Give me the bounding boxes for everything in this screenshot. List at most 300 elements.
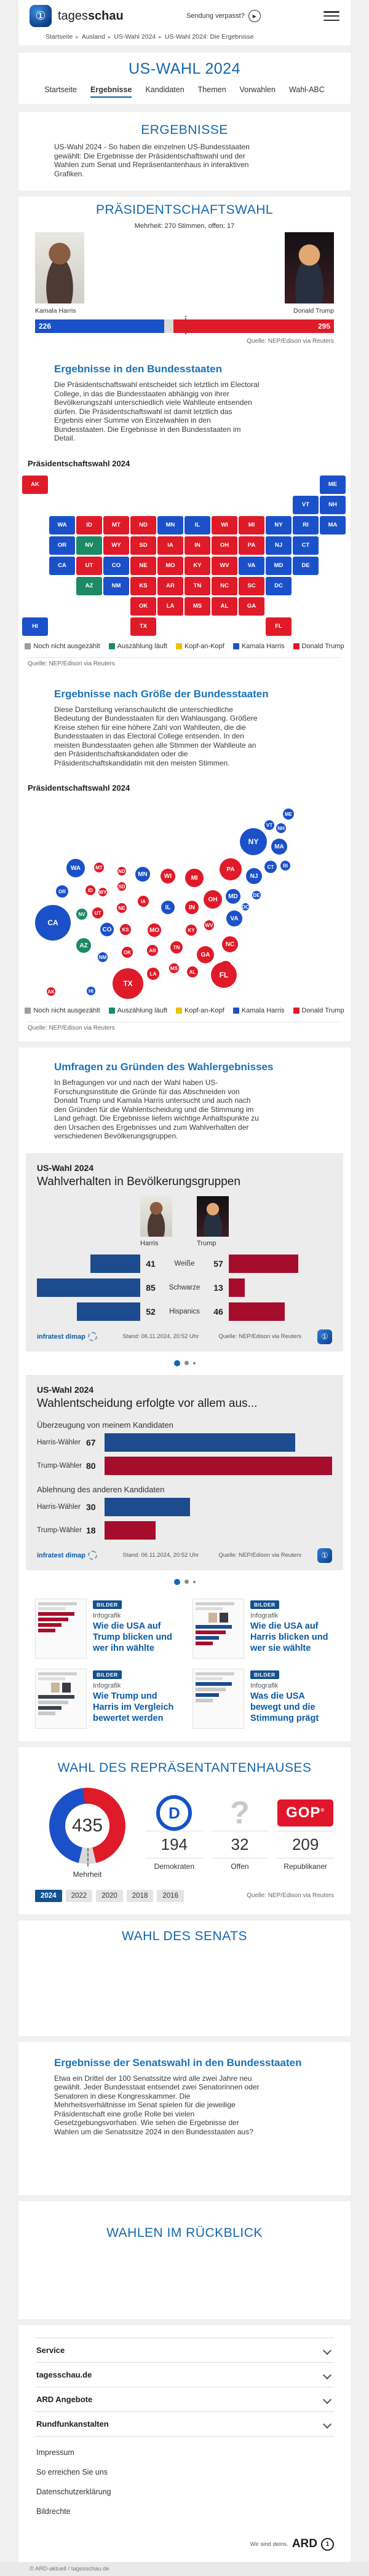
state-tile-CT[interactable]: CT xyxy=(293,536,319,555)
state-bubble-IA[interactable]: IA xyxy=(138,896,149,907)
size-heading: Ergebnisse nach Größe der Bundesstaaten xyxy=(54,687,269,700)
senate-section xyxy=(18,1920,351,2036)
footer-links xyxy=(35,2443,334,2521)
state-bubble-OR[interactable]: OR xyxy=(56,885,68,898)
harris-bar xyxy=(77,1302,140,1321)
state-bubble-WI[interactable]: WI xyxy=(161,869,175,883)
trump-bar xyxy=(229,1255,298,1273)
state-bubble-TX[interactable]: TX xyxy=(113,968,143,999)
tab-themen[interactable]: Themen xyxy=(197,85,226,94)
breadcrumb xyxy=(46,33,339,41)
party-seat-count: 194 xyxy=(146,1831,203,1858)
state-tile-NE[interactable]: NE xyxy=(130,557,156,575)
teaser-card[interactable] xyxy=(192,1599,334,1659)
harris-photo xyxy=(35,232,84,303)
chart2-title: Wahlentscheidung erfolgte vor allem aus... xyxy=(37,1396,258,1410)
carousel-dot[interactable] xyxy=(184,1580,189,1584)
row-label: Trump-Wähler xyxy=(37,1526,82,1534)
trump-bar xyxy=(229,1302,285,1321)
retrospect-section xyxy=(18,2201,351,2319)
state-bubble-SD[interactable]: SD xyxy=(117,882,126,891)
state-tile-DC[interactable]: DC xyxy=(266,577,292,595)
section-title-repraesentantenhaus: WAHL DES REPRÄSENTANTENHAUSES xyxy=(57,1760,312,1775)
party-column-demokraten xyxy=(146,1795,203,1871)
chart1-kicker: US-Wahl 2024 xyxy=(37,1162,94,1173)
election-hub xyxy=(18,53,351,104)
state-tile-TX[interactable]: TX xyxy=(130,617,156,636)
state-bubble-MA[interactable]: MA xyxy=(271,839,287,855)
state-bubble-PA[interactable]: PA xyxy=(220,858,242,880)
state-tile-NY[interactable]: NY xyxy=(266,516,292,534)
state-bubble-WA[interactable]: WA xyxy=(66,859,85,877)
party-label: Demokraten xyxy=(154,1862,195,1871)
state-tile-LA[interactable]: LA xyxy=(157,597,183,616)
infografik-teaser-grid xyxy=(35,1599,334,1729)
state-bubble-NV[interactable]: NV xyxy=(76,909,87,920)
house-seats-donut xyxy=(49,1788,125,1864)
tab-wahl-abc[interactable]: Wahl-ABC xyxy=(288,85,325,94)
footer-link-impressum[interactable]: Impressum xyxy=(36,2448,74,2457)
bilder-badge: BILDER xyxy=(93,1600,122,1609)
chart2-kicker: US-Wahl 2024 xyxy=(37,1384,94,1395)
trump-value: 46 xyxy=(213,1306,223,1317)
state-tile-KY[interactable]: KY xyxy=(184,557,210,575)
row-value: 18 xyxy=(86,1525,96,1535)
footer-accordion-ardangebote[interactable]: ARD Angebote xyxy=(35,2387,334,2411)
trump-seats-bar: 295 xyxy=(173,319,334,333)
state-bubble-OK[interactable]: OK xyxy=(122,947,133,958)
us-bubble-cartogram[interactable] xyxy=(18,796,351,1002)
map-legend xyxy=(18,1007,351,1014)
row-label: Harris-Wähler xyxy=(37,1438,81,1446)
legend-swatch xyxy=(25,1008,31,1014)
section-title-praesidentschaftswahl: PRÄSIDENTSCHAFTSWAHL xyxy=(95,203,274,217)
state-tile-CO[interactable]: CO xyxy=(103,557,129,575)
page-title: US-WAHL 2024 xyxy=(129,60,240,77)
breadcrumb-item[interactable]: Ausland xyxy=(81,33,105,41)
teaser-title[interactable]: Wie die USA auf Harris blicken und wer sie wählte xyxy=(250,1621,328,1653)
state-bubble-NY[interactable]: NY xyxy=(240,828,267,855)
intro-text: US-Wahl 2024 - So haben die einzelnen US-Bundesstaaten gewählt: Die Ergebnisse der Präsidentschaftswahl und der Wahlen zum Senat und Repräsentantenhaus in interaktiven Grafiken. xyxy=(54,143,250,178)
year-chip-2024[interactable]: 2024 xyxy=(35,1890,62,1902)
state-bubble-KY[interactable]: KY xyxy=(186,925,197,936)
demographics-chart-panel xyxy=(26,1153,343,1352)
infratest-dimap-logo: infratest dimap xyxy=(37,1332,97,1341)
bilder-badge: BILDER xyxy=(93,1670,122,1679)
state-bubble-WY[interactable]: WY xyxy=(98,888,107,896)
teaser-card[interactable] xyxy=(35,1669,177,1729)
trump-value: 13 xyxy=(213,1282,223,1293)
source-note: Quelle: NEP/Edison via Reuters xyxy=(247,338,334,345)
source-note: Quelle: NEP/Edison via Reuters xyxy=(28,660,115,667)
state-bubble-GA[interactable]: GA xyxy=(197,946,214,963)
tagesschau-wordmark[interactable]: tagesschau xyxy=(58,9,124,23)
motivation-chart-panel xyxy=(26,1375,343,1570)
chevron-down-icon xyxy=(323,2370,331,2379)
carousel-dot[interactable] xyxy=(193,1581,196,1583)
state-bubble-ME[interactable]: ME xyxy=(283,808,294,820)
majority-note: Mehrheit: 270 Stimmen, offen: 17 xyxy=(134,222,235,230)
state-bubble-MS[interactable]: MS xyxy=(169,963,179,973)
play-icon[interactable]: ▶ xyxy=(248,10,261,22)
state-tile-IL[interactable]: IL xyxy=(184,516,210,534)
sendung-verpasst-link[interactable]: Sendung verpasst? ▶ xyxy=(186,10,261,22)
state-tile-AL[interactable]: AL xyxy=(212,597,237,616)
state-bubble-CT[interactable]: CT xyxy=(264,861,277,873)
group-label: Weiße xyxy=(174,1259,195,1267)
legend-swatch xyxy=(176,643,182,649)
legend-item: Kopf-an-Kopf xyxy=(176,643,224,650)
infratest-ring-icon xyxy=(88,1332,97,1341)
state-bubble-MO[interactable]: MO xyxy=(148,923,161,937)
year-chip-2018[interactable]: 2018 xyxy=(127,1890,154,1902)
harris-seats-bar: 226 xyxy=(35,319,164,333)
motivation-group-label: Überzeugung von meinem Kandidaten xyxy=(37,1420,173,1430)
retrospect-placeholder xyxy=(18,2241,351,2319)
state-tile-IA[interactable]: IA xyxy=(157,536,183,555)
legend-swatch xyxy=(233,1008,239,1014)
state-tile-OH[interactable]: OH xyxy=(212,536,237,555)
state-tile-OK[interactable]: OK xyxy=(130,597,156,616)
row-value: 30 xyxy=(86,1501,96,1512)
group-label: Hispanics xyxy=(169,1307,200,1315)
state-tile-NV[interactable]: NV xyxy=(76,536,102,555)
state-tile-NC[interactable]: NC xyxy=(212,577,237,595)
breadcrumb-separator-icon: ▸ xyxy=(108,34,111,40)
legend-item: Donald Trump xyxy=(293,1007,344,1014)
trump-value: 57 xyxy=(213,1258,223,1269)
state-tile-WV[interactable]: WV xyxy=(212,557,237,575)
president-section xyxy=(18,197,351,1041)
state-bubble-IL[interactable]: IL xyxy=(161,901,175,914)
open-seats-icon: ? xyxy=(230,1795,250,1831)
state-tile-AZ[interactable]: AZ xyxy=(76,577,102,595)
state-bubble-CO[interactable]: CO xyxy=(100,923,114,936)
state-tile-WA[interactable]: WA xyxy=(49,516,75,534)
teaser-kicker: Infografik xyxy=(250,1611,279,1619)
legend-swatch xyxy=(25,643,31,649)
state-tile-MT[interactable]: MT xyxy=(103,516,129,534)
state-bubble-VT[interactable]: VT xyxy=(264,820,274,830)
state-tile-MO[interactable]: MO xyxy=(157,557,183,575)
state-bubble-NM[interactable]: NM xyxy=(98,952,108,962)
state-tile-WY[interactable]: WY xyxy=(103,536,129,555)
state-tile-UT[interactable]: UT xyxy=(76,557,102,575)
legend-swatch xyxy=(109,643,115,649)
legend-item: Noch nicht ausgezählt xyxy=(25,1007,100,1014)
state-bubble-TN[interactable]: TN xyxy=(170,941,183,953)
row-value: 67 xyxy=(86,1437,96,1447)
state-bubble-MD[interactable]: MD xyxy=(226,889,240,904)
section-title-rueckblick: WAHLEN IM RÜCKBLICK xyxy=(106,2226,263,2240)
infratest-ring-icon xyxy=(88,1551,97,1560)
party-seat-count: 32 xyxy=(212,1831,269,1858)
intro-section xyxy=(18,112,351,190)
states-text: Die Präsidentschaftswahl entscheidet sich letztlich im Electoral College, in das die Bundesstaaten abhängig von ihrer Bevölkerungszahl unterschiedlich viele Wahlleute entsenden dürfen. Die Präsidentschaftswahl ist damit letztlich das Ergebnis einer Summe von Einzelwahlen in den Bundesstaaten. Die Ergebnisse in den Bundesstaaten im Detail. xyxy=(54,380,260,442)
gop-logo-icon: GOP® xyxy=(277,1799,333,1826)
tagesschau-app-icon: ① xyxy=(317,1548,332,1563)
teaser-card[interactable] xyxy=(192,1669,334,1729)
legend-item: Donald Trump xyxy=(293,643,344,650)
donut-caption: Mehrheit xyxy=(73,1869,102,1879)
state-bubble-ND[interactable]: ND xyxy=(117,867,126,875)
state-tile-HI[interactable]: HI xyxy=(22,617,48,636)
ard-logo[interactable]: Wir sind deins. ARD 1 xyxy=(35,2537,334,2551)
state-tile-SD[interactable]: SD xyxy=(130,536,156,555)
carousel-dot[interactable] xyxy=(184,1361,189,1365)
state-tile-GA[interactable]: GA xyxy=(239,597,264,616)
state-tile-FL[interactable]: FL xyxy=(266,617,292,636)
chevron-down-icon xyxy=(323,2346,331,2354)
footer-link-soerreichensieuns[interactable]: So erreichen Sie uns xyxy=(36,2468,108,2476)
chart1-stand: Stand: 06.11.2024, 20:52 Uhr xyxy=(122,1333,199,1340)
year-selector xyxy=(35,1890,184,1902)
state-tile-DE[interactable]: DE xyxy=(293,557,319,575)
state-bubble-OH[interactable]: OH xyxy=(204,890,222,909)
year-chip-2020[interactable]: 2020 xyxy=(96,1890,123,1902)
carousel-dots xyxy=(18,1360,351,1366)
demographics-bars xyxy=(37,1255,332,1321)
state-bubble-MT[interactable]: MT xyxy=(94,863,104,872)
tagesschau-app-icon: ① xyxy=(317,1329,332,1344)
map-chart-title: Präsidentschaftswahl 2024 xyxy=(28,458,130,468)
senate-states-heading: Ergebnisse der Senatswahl in den Bundesstaaten xyxy=(54,2056,302,2069)
teaser-thumbnail xyxy=(35,1599,87,1659)
breadcrumb-separator-icon: ▸ xyxy=(159,34,162,40)
state-tile-IN[interactable]: IN xyxy=(184,536,210,555)
state-bubble-NE[interactable]: NE xyxy=(117,903,127,913)
chevron-down-icon xyxy=(323,2395,331,2403)
site-footer xyxy=(18,2325,351,2562)
chart2-stand: Stand: 06.11.2024, 20:52 Uhr xyxy=(122,1552,199,1559)
state-tile-WI[interactable]: WI xyxy=(212,516,237,534)
state-tile-OR[interactable]: OR xyxy=(49,536,75,555)
legend-swatch xyxy=(109,1008,115,1014)
legend-item: Kamala Harris xyxy=(233,643,285,650)
house-total-seats: 435 xyxy=(71,1815,103,1836)
breadcrumb-item[interactable]: Startseite xyxy=(46,33,73,41)
tab-ergebnisse[interactable]: Ergebnisse xyxy=(90,85,132,98)
year-chip-2016[interactable]: 2016 xyxy=(157,1890,184,1902)
donut-majority-marker xyxy=(87,1848,89,1866)
chart1-source: Quelle: NEP/Edison via Reuters xyxy=(218,1333,301,1340)
tab-vorwahlen[interactable]: Vorwahlen xyxy=(239,85,276,94)
senate-states-section xyxy=(18,2042,351,2196)
senate-map-placeholder xyxy=(18,2136,351,2195)
state-bubble-DC[interactable]: DC xyxy=(242,904,249,910)
year-chip-2022[interactable]: 2022 xyxy=(66,1890,93,1902)
party-column-offen xyxy=(212,1795,269,1871)
carousel-dot[interactable] xyxy=(174,1579,180,1585)
state-tile-TN[interactable]: TN xyxy=(184,577,210,595)
harris-bar xyxy=(37,1278,140,1297)
state-bubble-MI[interactable]: MI xyxy=(185,869,204,887)
teaser-thumbnail xyxy=(192,1669,244,1729)
senate-graphic-placeholder xyxy=(18,1944,351,2036)
row-bar xyxy=(105,1433,295,1452)
state-bubble-VA[interactable]: VA xyxy=(226,910,242,926)
state-bubble-NH[interactable]: NH xyxy=(276,823,286,833)
legend-item: Noch nicht ausgezählt xyxy=(25,643,100,650)
source-note: Quelle: NEP/Edison via Reuters xyxy=(247,1892,334,1899)
state-tile-MA[interactable]: MA xyxy=(320,516,346,534)
legend-item: Kamala Harris xyxy=(233,1007,285,1014)
footer-link-datenschutzerklrung[interactable]: Datenschutzerklärung xyxy=(36,2488,111,2496)
surveys-section xyxy=(18,1047,351,1741)
state-tile-MD[interactable]: MD xyxy=(266,557,292,575)
teaser-thumbnail xyxy=(35,1669,87,1729)
state-tile-ND[interactable]: ND xyxy=(130,516,156,534)
state-bubble-WV[interactable]: WV xyxy=(204,920,214,930)
footer-accordion-service[interactable]: Service xyxy=(35,2338,334,2362)
section-title-senat: WAHL DES SENATS xyxy=(122,1928,247,1943)
harris-value: 41 xyxy=(146,1258,156,1269)
motivation-group-label: Ablehnung des anderen Kandidaten xyxy=(37,1484,165,1494)
bilder-badge: BILDER xyxy=(250,1670,279,1679)
state-tile-MN[interactable]: MN xyxy=(157,516,183,534)
legend-swatch xyxy=(293,1008,300,1014)
state-bubble-HI[interactable]: HI xyxy=(87,987,95,995)
footer-link-bildrechte[interactable]: Bildrechte xyxy=(36,2507,71,2516)
row-label: Harris-Wähler xyxy=(37,1503,81,1511)
state-bubble-RI[interactable]: RI xyxy=(280,861,290,871)
row-label: Trump-Wähler xyxy=(37,1462,82,1470)
trump-thumb-photo xyxy=(197,1196,229,1237)
chevron-down-icon xyxy=(323,2419,331,2428)
state-tile-MI[interactable]: MI xyxy=(239,516,264,534)
state-bubble-AL[interactable]: AL xyxy=(187,966,198,977)
trump-name: Donald Trump xyxy=(293,307,334,315)
party-results xyxy=(146,1795,334,1871)
site-header xyxy=(18,0,351,45)
state-bubble-IN[interactable]: IN xyxy=(185,901,199,914)
chart2-source: Quelle: NEP/Edison via Reuters xyxy=(218,1552,301,1559)
state-bubble-FL[interactable]: FL xyxy=(211,962,237,988)
state-tile-AK[interactable]: AK xyxy=(22,476,48,494)
harris-value: 52 xyxy=(146,1306,156,1317)
state-tile-NJ[interactable]: NJ xyxy=(266,536,292,555)
surveys-text: In Befragungen vor und nach der Wahl haben US-Forschungsinstitute die Gründe für das Abschneiden von Donald Trump und Kamala Harris untersucht und auch nach den Gründen für die Wahlentscheidung und die Stimmung im Land gefragt. Die Ergebnisse liefern wichtige Anhaltspunkte zu den Ursachen des Ergebnisses und zum Wahlverhalten der verschiedenen Bevölkerungsgruppen. xyxy=(54,1078,259,1140)
breadcrumb-item[interactable]: US-Wahl 2024: Die Ergebnisse xyxy=(164,33,254,41)
section-title-ergebnisse: ERGEBNISSE xyxy=(141,123,228,137)
state-bubble-AK[interactable]: AK xyxy=(47,987,55,996)
state-bubble-NC[interactable]: NC xyxy=(222,936,238,952)
state-tile-CA[interactable]: CA xyxy=(49,557,75,575)
copyright-bar: © ARD-aktuell / tagesschau.de xyxy=(0,2562,369,2576)
state-tile-SC[interactable]: SC xyxy=(239,577,264,595)
state-tile-KS[interactable]: KS xyxy=(130,577,156,595)
state-bubble-LA[interactable]: LA xyxy=(147,968,159,980)
party-label: Republikaner xyxy=(284,1862,328,1871)
teaser-card[interactable] xyxy=(35,1599,177,1659)
motivation-row xyxy=(37,1457,332,1475)
state-tile-VA[interactable]: VA xyxy=(239,557,264,575)
map-legend xyxy=(18,643,351,650)
carousel-dot[interactable] xyxy=(193,1362,196,1364)
legend-item: Auszählung läuft xyxy=(109,643,167,650)
ard-one-icon: 1 xyxy=(321,2538,334,2551)
state-bubble-NJ[interactable]: NJ xyxy=(246,868,262,884)
state-tile-AR[interactable]: AR xyxy=(157,577,183,595)
state-tile-NM[interactable]: NM xyxy=(103,577,129,595)
group-label: Schwarze xyxy=(169,1283,200,1291)
state-tile-ME[interactable]: ME xyxy=(320,476,346,494)
row-bar xyxy=(105,1498,190,1516)
motivation-bars xyxy=(37,1420,332,1540)
state-bubble-CA[interactable]: CA xyxy=(35,905,71,941)
state-tile-VT[interactable]: VT xyxy=(293,496,319,514)
state-tile-MS[interactable]: MS xyxy=(184,597,210,616)
legend-swatch xyxy=(176,1008,182,1014)
motivation-row xyxy=(37,1498,332,1516)
democrats-logo-icon: D xyxy=(156,1795,192,1831)
tagesschau-logo-icon[interactable]: ① xyxy=(30,5,52,27)
party-column-republikaner xyxy=(277,1795,334,1871)
open-seats-bar xyxy=(164,319,173,333)
state-bubble-KS[interactable]: KS xyxy=(120,924,131,935)
harris-bar xyxy=(90,1255,140,1273)
footer-accordions xyxy=(35,2338,334,2437)
teaser-kicker: Infografik xyxy=(93,1681,121,1689)
surveys-heading: Umfragen zu Gründen des Wahlergebnisses xyxy=(54,1061,274,1073)
carousel-dots xyxy=(18,1579,351,1585)
harris-name: Kamala Harris xyxy=(35,307,76,315)
hub-tab-nav xyxy=(18,85,351,98)
infratest-dimap-logo: infratest dimap xyxy=(37,1551,97,1560)
electoral-college-bar xyxy=(35,319,334,333)
footer-accordion-tagesschaude[interactable]: tagesschau.de xyxy=(35,2362,334,2387)
hamburger-menu-icon[interactable] xyxy=(323,11,339,21)
us-results-map[interactable] xyxy=(22,476,351,638)
row-value: 80 xyxy=(86,1460,96,1471)
harris-column-label: Harris xyxy=(140,1239,159,1247)
state-bubble-ID[interactable]: ID xyxy=(85,885,95,895)
teaser-title[interactable]: Wie die USA auf Trump blicken und wer ihn wählte xyxy=(93,1621,172,1653)
tab-startseite[interactable]: Startseite xyxy=(44,85,77,94)
state-bubble-DE[interactable]: DE xyxy=(252,891,261,899)
harris-value: 85 xyxy=(146,1282,156,1293)
source-note: Quelle: NEP/Edison via Reuters xyxy=(28,1025,115,1032)
teaser-title[interactable]: Was die USA bewegt und die Stimmung prägt xyxy=(250,1691,319,1723)
teaser-thumbnail xyxy=(192,1599,244,1659)
teaser-title[interactable]: Wie Trump und Harris im Vergleich bewertet werden xyxy=(93,1691,174,1723)
states-heading: Ergebnisse in den Bundesstaaten xyxy=(54,363,223,375)
footer-accordion-rundfunkanstalten[interactable]: Rundfunkanstalten xyxy=(35,2411,334,2436)
state-tile-NH[interactable]: NH xyxy=(320,496,346,514)
breadcrumb-separator-icon: ▸ xyxy=(76,34,79,40)
legend-swatch xyxy=(233,643,239,649)
majority-marker xyxy=(185,316,186,334)
carousel-dot[interactable] xyxy=(174,1360,180,1366)
state-bubble-MN[interactable]: MN xyxy=(135,867,150,882)
trump-bar xyxy=(229,1278,245,1297)
legend-item: Auszählung läuft xyxy=(109,1007,167,1014)
teaser-kicker: Infografik xyxy=(93,1611,121,1619)
state-bubble-AZ[interactable]: AZ xyxy=(76,938,91,953)
motivation-row xyxy=(37,1521,332,1540)
state-bubble-UT[interactable]: UT xyxy=(92,907,103,918)
state-bubble-AR[interactable]: AR xyxy=(147,945,158,956)
state-tile-ID[interactable]: ID xyxy=(76,516,102,534)
state-tile-RI[interactable]: RI xyxy=(293,516,319,534)
house-section xyxy=(18,1747,351,1914)
breadcrumb-item[interactable]: US-Wahl 2024 xyxy=(114,33,156,41)
harris-thumb-photo xyxy=(140,1196,172,1237)
state-tile-PA[interactable]: PA xyxy=(239,536,264,555)
party-label: Offen xyxy=(231,1862,249,1871)
tab-kandidaten[interactable]: Kandidaten xyxy=(145,85,184,94)
chart1-title: Wahlverhalten in Bevölkerungsgruppen xyxy=(37,1175,240,1188)
